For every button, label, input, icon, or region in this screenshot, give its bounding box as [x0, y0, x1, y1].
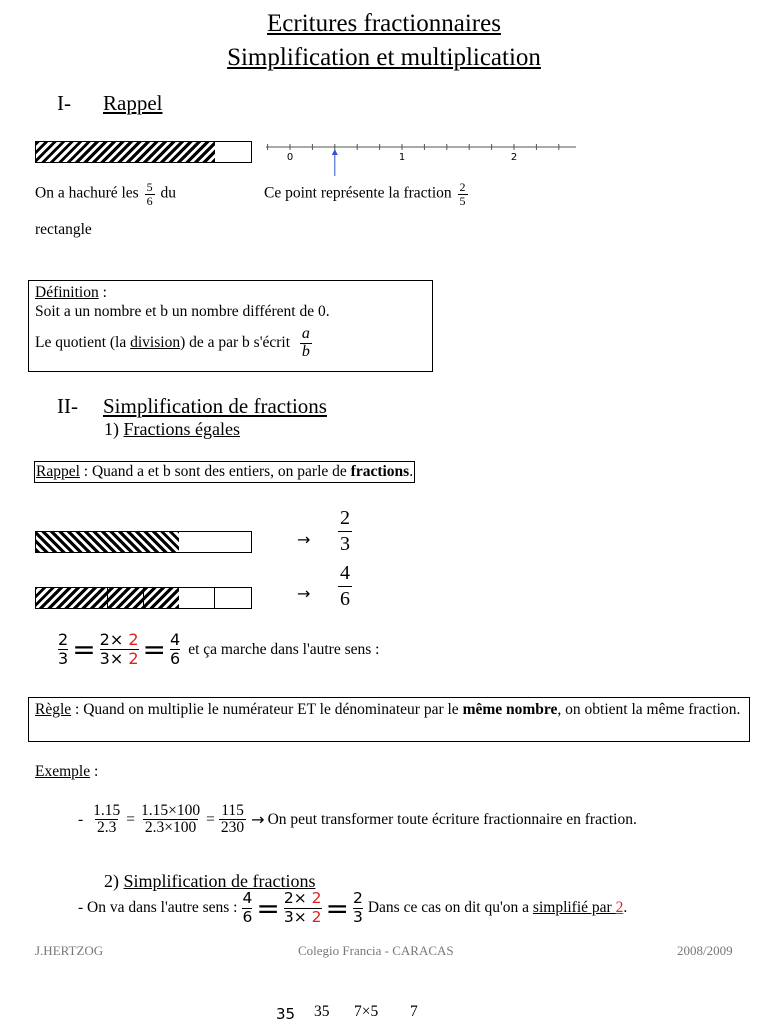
title-line-1: Ecritures fractionnaires — [267, 10, 501, 37]
bar-four-sixths — [35, 587, 252, 609]
bar2-den: 6 — [340, 588, 350, 610]
hatched-rectangle — [35, 141, 252, 163]
section-2-number: II- — [57, 394, 78, 418]
arrow-icon: → — [251, 810, 265, 830]
partial-num-1: 35 — [276, 1005, 296, 1023]
hatched-caption: On a hachuré les $\frac{5}{6}$ du — [35, 180, 176, 208]
title-line-2: Simplification et multiplication — [227, 44, 541, 71]
arrow-icon: → — [297, 530, 311, 549]
equation-equal-fractions: $\frac{2}{3}$ = $\frac{2\times 2}{3\times 2}$ = $\frac{4}{6}$ et ça marche dans l'autre sens : — [58, 630, 380, 669]
definition-den: b — [301, 342, 310, 360]
footer-author: J.HERTZOG — [35, 943, 104, 958]
section-2-title: Simplification de fractions — [103, 394, 327, 418]
point-caption: Ce point représente la fraction $\frac{2}{5}$ — [264, 180, 466, 208]
bar1-den: 3 — [340, 533, 350, 555]
bar-two-thirds — [35, 531, 252, 553]
regle-label: Règle — [35, 701, 72, 718]
partial-num-4: 7 — [410, 1003, 418, 1020]
hatched-caption-line2: rectangle — [35, 221, 92, 238]
point-arrow — [332, 149, 338, 176]
bar-two-thirds-fill — [36, 532, 179, 552]
subsection-1: 1) Fractions égales — [104, 419, 240, 439]
number-line — [262, 136, 582, 184]
hatched-fill — [36, 142, 215, 162]
hatched-num: 5 — [146, 180, 153, 194]
definition-box: Définition : Soit a un nombre et b un nombre différent de 0. Le quotient (la division) de a par b s'écrit $\frac{a}{b}$ — [28, 280, 433, 372]
footer-school: Colegio Francia - CARACAS — [298, 943, 454, 958]
bar2-num: 4 — [340, 562, 350, 584]
section-1-number: I- — [57, 91, 71, 115]
arrow-icon: → — [297, 584, 311, 603]
section-1-title: Rappel — [103, 91, 163, 115]
bar1-num: 2 — [340, 507, 350, 529]
footer-year: 2008/2009 — [677, 943, 733, 958]
exemple-equation: - $\frac{1.15}{2.3}$ = $\frac{1.15\times 100}{2.3\times 100}$ = $\frac{115}{230}$ → On peut transformer toute écriture fractionnaire en fraction. — [78, 802, 637, 837]
hatched-den: 6 — [146, 193, 153, 208]
point-num: 2 — [459, 180, 466, 194]
regle-box: Règle : Quand on multiplie le numérateur ET le dénominateur par le même nombre, on obtient la même fraction. — [28, 697, 750, 742]
exemple-label: Exemple : — [35, 763, 99, 780]
definition-num: a — [301, 325, 310, 342]
rappel-box: Rappel : Quand a et b sont des entiers, on parle de fractions. — [34, 461, 415, 483]
partial-num-3: 7×5 — [354, 1003, 379, 1020]
definition-label: Définition — [35, 284, 99, 301]
axis-label-0: 0 — [286, 152, 294, 163]
axis-label-2: 2 — [510, 152, 518, 163]
simplification-equation: - On va dans l'autre sens : $\frac{4}{6}$ = $\frac{2\times 2}{3\times 2}$ = $\frac{2}{3}$ Dans ce cas on dit qu'on a simplifié par 2. — [78, 889, 628, 926]
definition-line1: Soit a un nombre et b un nombre différent de 0. — [35, 303, 330, 320]
definition-line2: Le quotient (la division) de a par b s'écrit $\frac{a}{b}$ — [35, 325, 310, 360]
point-den: 5 — [459, 193, 466, 208]
partial-num-2: 35 — [314, 1003, 330, 1020]
subsection-2: 2) Simplification de fractions — [104, 871, 316, 891]
axis-label-1: 1 — [398, 152, 406, 163]
